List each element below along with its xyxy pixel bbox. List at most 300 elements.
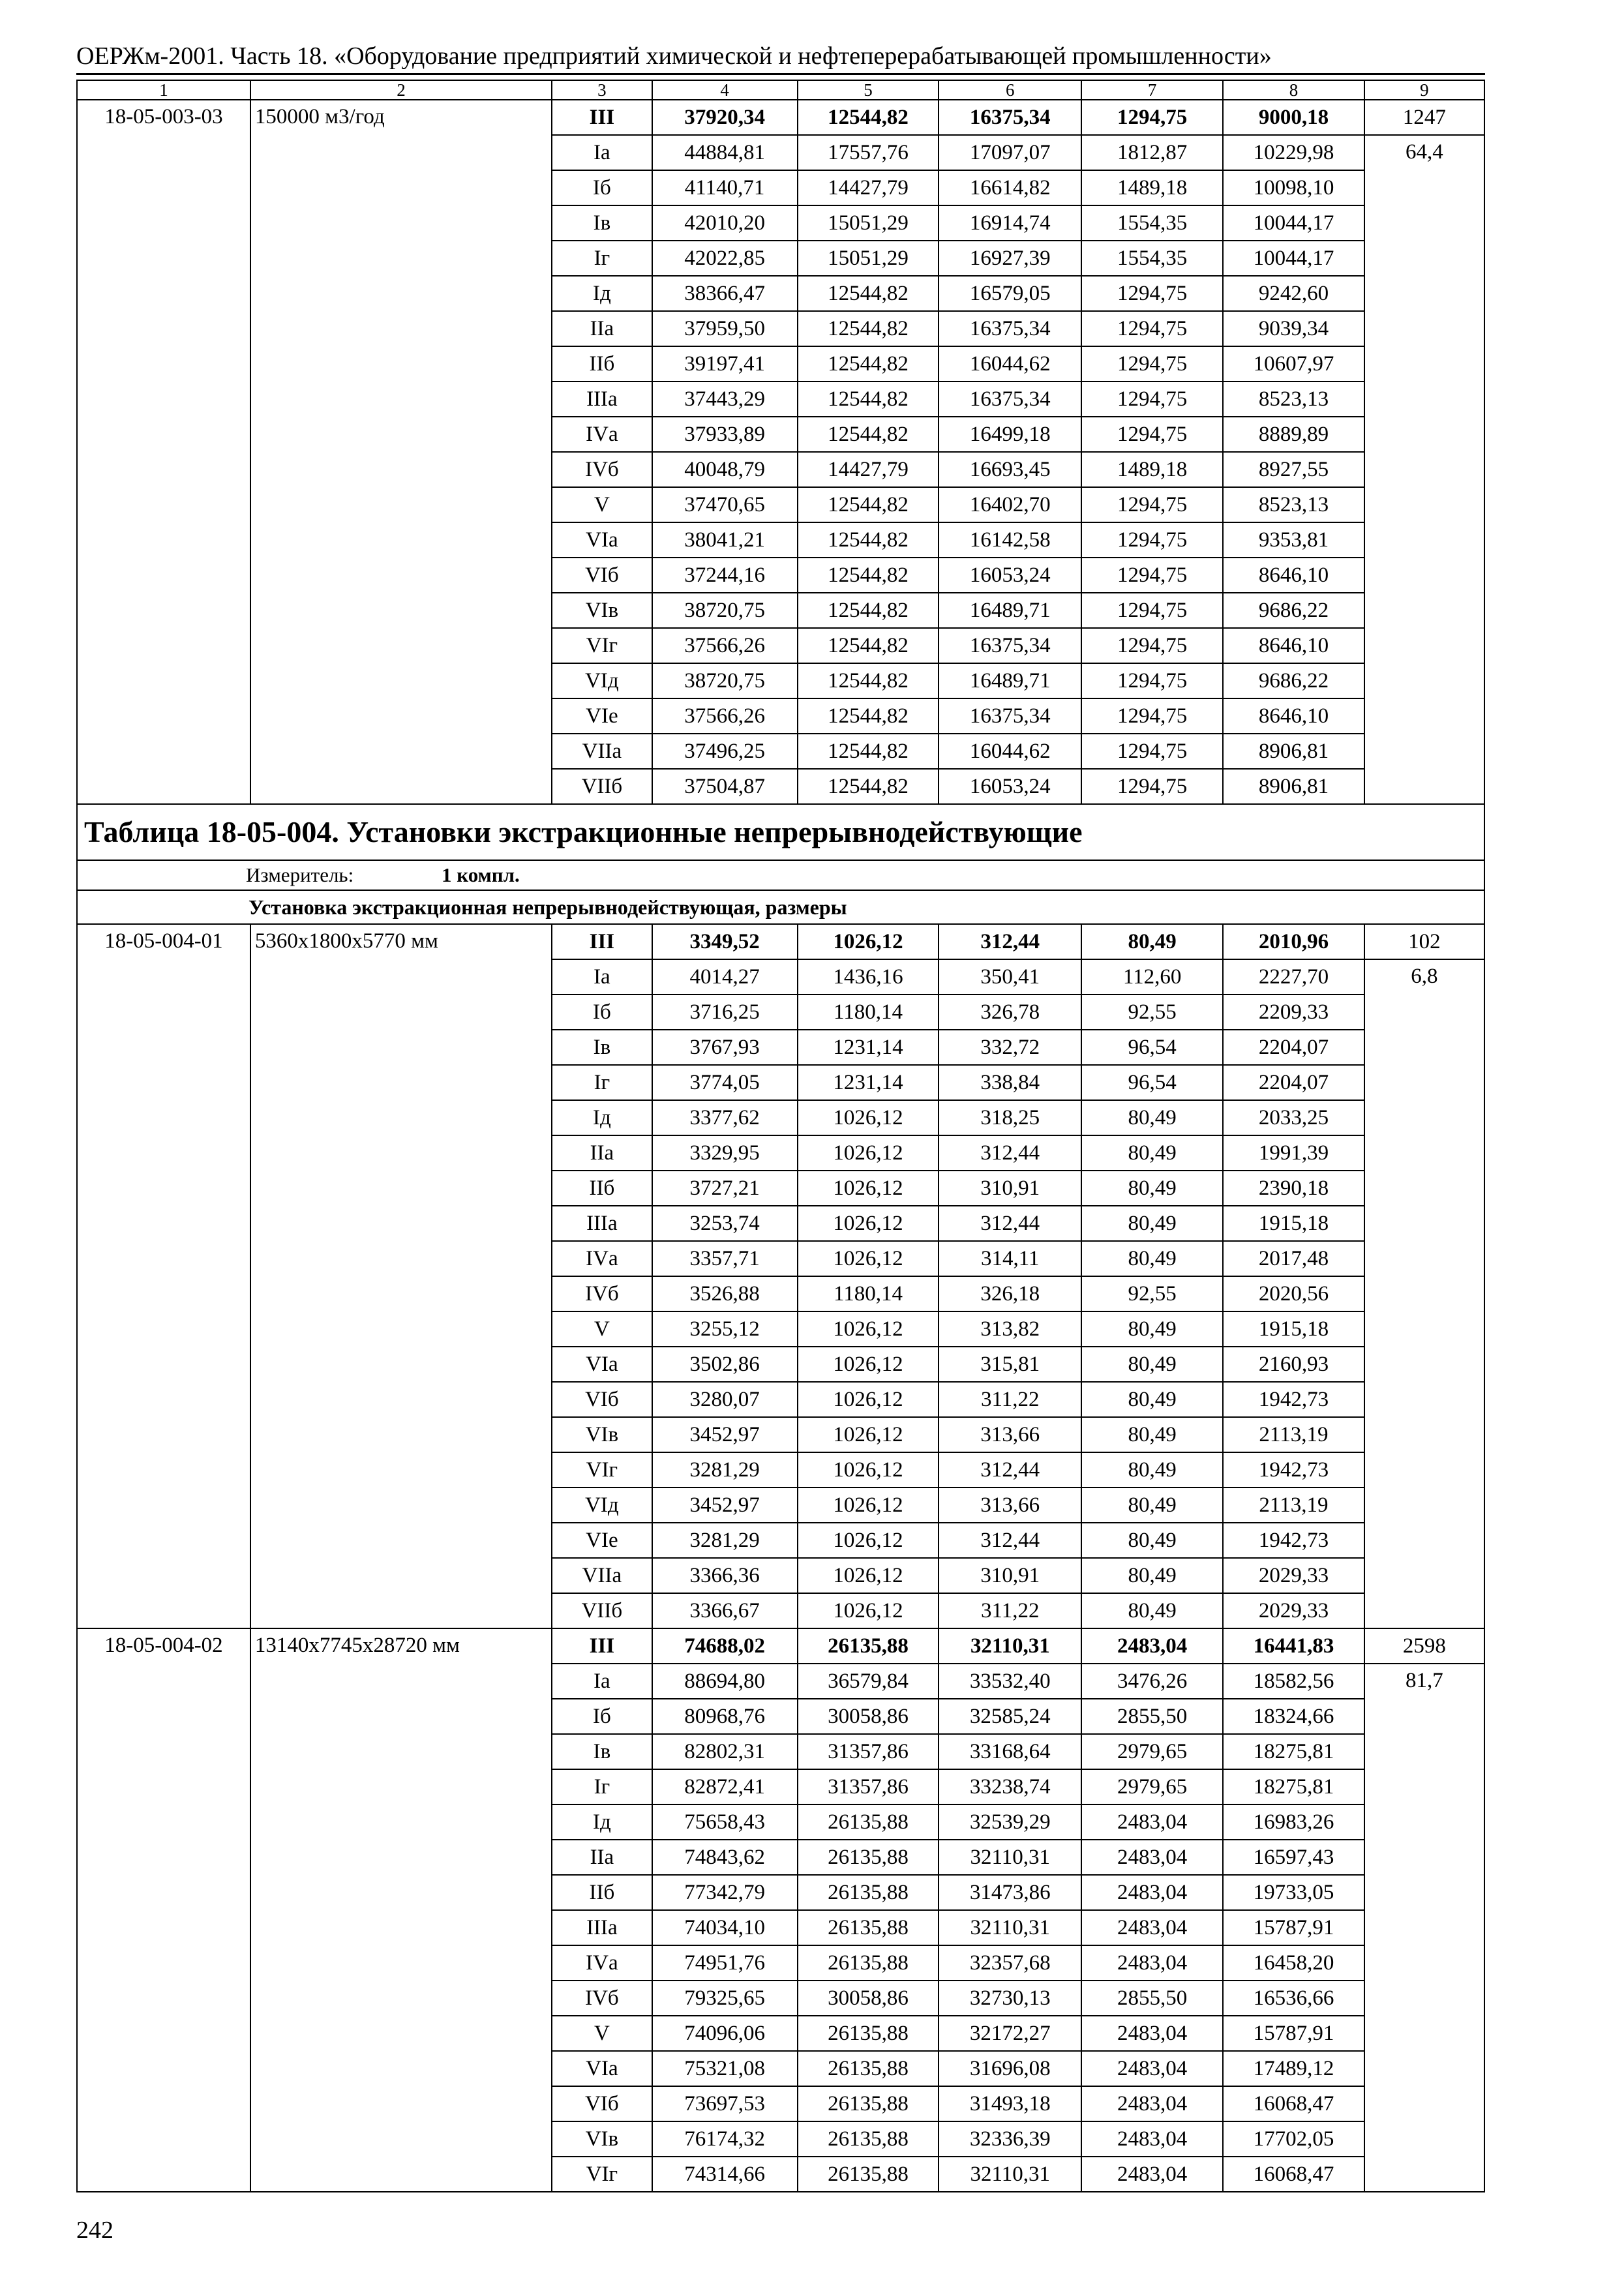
value-cell: 80,49 <box>1081 1558 1223 1593</box>
region-class: IIа <box>552 311 652 346</box>
col9-value: 2598 <box>1364 1628 1484 1664</box>
rate-description: 13140х7745х28720 мм <box>250 1628 552 2192</box>
region-class: Iв <box>552 1030 652 1065</box>
value-cell: 37566,26 <box>652 698 798 734</box>
region-class: Iг <box>552 1065 652 1100</box>
region-class: IVб <box>552 1981 652 2016</box>
region-class: Iб <box>552 170 652 205</box>
value-cell: 1915,18 <box>1223 1311 1364 1347</box>
value-cell: 38720,75 <box>652 593 798 628</box>
value-cell: 8906,81 <box>1223 734 1364 769</box>
value-cell: 2390,18 <box>1223 1171 1364 1206</box>
region-class: IVа <box>552 1945 652 1981</box>
value-cell: 37496,25 <box>652 734 798 769</box>
col9-value: 81,7 <box>1364 1664 1484 2192</box>
value-cell: 3281,29 <box>652 1452 798 1488</box>
value-cell: 2483,04 <box>1081 2121 1223 2157</box>
region-class: IIIа <box>552 382 652 417</box>
value-cell: 2033,25 <box>1223 1100 1364 1135</box>
value-cell: 80,49 <box>1081 1523 1223 1558</box>
value-cell: 38720,75 <box>652 663 798 698</box>
region-class: VIа <box>552 2051 652 2086</box>
table-row <box>77 924 1484 959</box>
value-cell: 311,22 <box>939 1382 1081 1417</box>
value-cell: 1026,12 <box>798 1347 939 1382</box>
value-cell: 1294,75 <box>1081 734 1223 769</box>
region-class: VIб <box>552 558 652 593</box>
value-cell: 8523,13 <box>1223 382 1364 417</box>
value-cell: 16597,43 <box>1223 1840 1364 1875</box>
value-cell: 1294,75 <box>1081 593 1223 628</box>
column-number-row <box>77 80 1484 100</box>
value-cell: 16068,47 <box>1223 2086 1364 2121</box>
value-cell: 1026,12 <box>798 1417 939 1452</box>
value-cell: 12544,82 <box>798 734 939 769</box>
page-header: ОЕРЖм-2001. Часть 18. «Оборудование предприятий химической и нефтеперерабатывающей промышленности» <box>76 42 1272 70</box>
value-cell: 1294,75 <box>1081 417 1223 452</box>
region-class: VIб <box>552 2086 652 2121</box>
meter-value: 1 компл. <box>442 863 520 886</box>
value-cell: 9039,34 <box>1223 311 1364 346</box>
value-cell: 37244,16 <box>652 558 798 593</box>
col9-value: 6,8 <box>1364 959 1484 1628</box>
rates-table <box>76 80 1485 2192</box>
value-cell: 16053,24 <box>939 769 1081 804</box>
value-cell: 80,49 <box>1081 1311 1223 1347</box>
region-class: Iб <box>552 1699 652 1734</box>
region-class: IVб <box>552 1276 652 1311</box>
value-cell: 3329,95 <box>652 1135 798 1171</box>
value-cell: 32336,39 <box>939 2121 1081 2157</box>
value-cell: 16375,34 <box>939 100 1081 135</box>
value-cell: 10607,97 <box>1223 346 1364 382</box>
value-cell: 2227,70 <box>1223 959 1364 995</box>
column-number: 7 <box>1081 80 1223 100</box>
value-cell: 10044,17 <box>1223 241 1364 276</box>
value-cell: 32539,29 <box>939 1804 1081 1840</box>
value-cell: 17489,12 <box>1223 2051 1364 2086</box>
value-cell: 1294,75 <box>1081 382 1223 417</box>
region-class: Iг <box>552 241 652 276</box>
region-class: Iв <box>552 205 652 241</box>
region-class: Iа <box>552 135 652 170</box>
value-cell: 16489,71 <box>939 663 1081 698</box>
value-cell: 1991,39 <box>1223 1135 1364 1171</box>
region-class: VIд <box>552 663 652 698</box>
value-cell: 19733,05 <box>1223 1875 1364 1910</box>
value-cell: 32357,68 <box>939 1945 1081 1981</box>
value-cell: 15787,91 <box>1223 1910 1364 1945</box>
value-cell: 96,54 <box>1081 1065 1223 1100</box>
value-cell: 39197,41 <box>652 346 798 382</box>
region-class: Iа <box>552 959 652 995</box>
value-cell: 2979,65 <box>1081 1734 1223 1769</box>
value-cell: 1554,35 <box>1081 241 1223 276</box>
value-cell: 2204,07 <box>1223 1065 1364 1100</box>
value-cell: 313,66 <box>939 1417 1081 1452</box>
value-cell: 1026,12 <box>798 1206 939 1241</box>
column-number: 8 <box>1223 80 1364 100</box>
value-cell: 82802,31 <box>652 1734 798 1769</box>
value-cell: 75321,08 <box>652 2051 798 2086</box>
column-number: 4 <box>652 80 798 100</box>
value-cell: 3452,97 <box>652 1488 798 1523</box>
value-cell: 1294,75 <box>1081 346 1223 382</box>
value-cell: 15051,29 <box>798 241 939 276</box>
value-cell: 3253,74 <box>652 1206 798 1241</box>
value-cell: 312,44 <box>939 1523 1081 1558</box>
value-cell: 42010,20 <box>652 205 798 241</box>
value-cell: 2855,50 <box>1081 1981 1223 2016</box>
header-rule <box>76 73 1485 75</box>
value-cell: 10098,10 <box>1223 170 1364 205</box>
value-cell: 12544,82 <box>798 769 939 804</box>
region-class: III <box>552 100 652 135</box>
region-class: Iа <box>552 1664 652 1699</box>
value-cell: 3366,36 <box>652 1558 798 1593</box>
value-cell: 16536,66 <box>1223 1981 1364 2016</box>
value-cell: 1294,75 <box>1081 663 1223 698</box>
value-cell: 1294,75 <box>1081 522 1223 558</box>
value-cell: 33532,40 <box>939 1664 1081 1699</box>
region-class: III <box>552 1628 652 1664</box>
region-class: VIв <box>552 2121 652 2157</box>
subheading: Установка экстракционная непрерывнодействующая, размеры <box>77 890 1484 924</box>
value-cell: 338,84 <box>939 1065 1081 1100</box>
region-class: VIа <box>552 1347 652 1382</box>
value-cell: 12544,82 <box>798 698 939 734</box>
value-cell: 8906,81 <box>1223 769 1364 804</box>
value-cell: 2029,33 <box>1223 1558 1364 1593</box>
value-cell: 2017,48 <box>1223 1241 1364 1276</box>
value-cell: 1026,12 <box>798 924 939 959</box>
value-cell: 2483,04 <box>1081 1945 1223 1981</box>
value-cell: 9686,22 <box>1223 593 1364 628</box>
value-cell: 1026,12 <box>798 1523 939 1558</box>
value-cell: 1026,12 <box>798 1311 939 1347</box>
region-class: V <box>552 1311 652 1347</box>
value-cell: 2483,04 <box>1081 1628 1223 1664</box>
value-cell: 1026,12 <box>798 1135 939 1171</box>
value-cell: 3349,52 <box>652 924 798 959</box>
value-cell: 80968,76 <box>652 1699 798 1734</box>
region-class: Iб <box>552 995 652 1030</box>
value-cell: 26135,88 <box>798 1804 939 1840</box>
value-cell: 3255,12 <box>652 1311 798 1347</box>
table-title: Таблица 18-05-004. Установки экстракционные непрерывнодействующие <box>77 804 1484 860</box>
column-number: 2 <box>250 80 552 100</box>
value-cell: 76174,32 <box>652 2121 798 2157</box>
value-cell: 3716,25 <box>652 995 798 1030</box>
value-cell: 41140,71 <box>652 170 798 205</box>
region-class: IVб <box>552 452 652 487</box>
value-cell: 16375,34 <box>939 382 1081 417</box>
region-class: Iд <box>552 1100 652 1135</box>
value-cell: 32110,31 <box>939 1910 1081 1945</box>
value-cell: 1294,75 <box>1081 276 1223 311</box>
region-class: Iв <box>552 1734 652 1769</box>
value-cell: 313,82 <box>939 1311 1081 1347</box>
rate-code: 18-05-004-01 <box>77 924 250 1628</box>
value-cell: 16068,47 <box>1223 2157 1364 2192</box>
value-cell: 2204,07 <box>1223 1030 1364 1065</box>
value-cell: 37959,50 <box>652 311 798 346</box>
value-cell: 32110,31 <box>939 1628 1081 1664</box>
value-cell: 1294,75 <box>1081 628 1223 663</box>
region-class: Iд <box>552 276 652 311</box>
rate-description: 5360х1800х5770 мм <box>250 924 552 1628</box>
column-number: 5 <box>798 80 939 100</box>
value-cell: 1942,73 <box>1223 1382 1364 1417</box>
value-cell: 3377,62 <box>652 1100 798 1135</box>
value-cell: 1026,12 <box>798 1558 939 1593</box>
col9-value: 102 <box>1364 924 1484 959</box>
value-cell: 16927,39 <box>939 241 1081 276</box>
region-class: VIIа <box>552 734 652 769</box>
region-class: VIб <box>552 1382 652 1417</box>
value-cell: 2029,33 <box>1223 1593 1364 1628</box>
value-cell: 1294,75 <box>1081 100 1223 135</box>
value-cell: 2979,65 <box>1081 1769 1223 1804</box>
region-class: Iд <box>552 1804 652 1840</box>
value-cell: 1436,16 <box>798 959 939 995</box>
value-cell: 16402,70 <box>939 487 1081 522</box>
value-cell: 14427,79 <box>798 170 939 205</box>
region-class: VIа <box>552 522 652 558</box>
value-cell: 74034,10 <box>652 1910 798 1945</box>
region-class: VIв <box>552 593 652 628</box>
value-cell: 80,49 <box>1081 1593 1223 1628</box>
value-cell: 30058,86 <box>798 1981 939 2016</box>
value-cell: 2855,50 <box>1081 1699 1223 1734</box>
value-cell: 12544,82 <box>798 276 939 311</box>
value-cell: 32585,24 <box>939 1699 1081 1734</box>
value-cell: 318,25 <box>939 1100 1081 1135</box>
value-cell: 33168,64 <box>939 1734 1081 1769</box>
value-cell: 2483,04 <box>1081 1840 1223 1875</box>
value-cell: 26135,88 <box>798 1628 939 1664</box>
col9-value: 1247 <box>1364 100 1484 135</box>
meter-cell <box>77 860 1484 890</box>
region-class: V <box>552 487 652 522</box>
value-cell: 3281,29 <box>652 1523 798 1558</box>
value-cell: 16142,58 <box>939 522 1081 558</box>
value-cell: 1026,12 <box>798 1488 939 1523</box>
value-cell: 1026,12 <box>798 1452 939 1488</box>
value-cell: 42022,85 <box>652 241 798 276</box>
value-cell: 1026,12 <box>798 1171 939 1206</box>
value-cell: 2209,33 <box>1223 995 1364 1030</box>
value-cell: 37504,87 <box>652 769 798 804</box>
value-cell: 3366,67 <box>652 1593 798 1628</box>
value-cell: 3452,97 <box>652 1417 798 1452</box>
value-cell: 326,18 <box>939 1276 1081 1311</box>
value-cell: 8646,10 <box>1223 698 1364 734</box>
meter-label: Измеритель: <box>246 863 354 886</box>
value-cell: 80,49 <box>1081 1417 1223 1452</box>
value-cell: 16693,45 <box>939 452 1081 487</box>
value-cell: 88694,80 <box>652 1664 798 1699</box>
value-cell: 1489,18 <box>1081 452 1223 487</box>
value-cell: 26135,88 <box>798 1945 939 1981</box>
value-cell: 37920,34 <box>652 100 798 135</box>
value-cell: 9242,60 <box>1223 276 1364 311</box>
value-cell: 1231,14 <box>798 1065 939 1100</box>
region-class: VIIб <box>552 1593 652 1628</box>
value-cell: 16458,20 <box>1223 1945 1364 1981</box>
region-class: IIб <box>552 1875 652 1910</box>
value-cell: 80,49 <box>1081 1382 1223 1417</box>
value-cell: 1294,75 <box>1081 698 1223 734</box>
value-cell: 312,44 <box>939 924 1081 959</box>
value-cell: 2483,04 <box>1081 1875 1223 1910</box>
value-cell: 32110,31 <box>939 2157 1081 2192</box>
column-number: 1 <box>77 80 250 100</box>
value-cell: 315,81 <box>939 1347 1081 1382</box>
value-cell: 2483,04 <box>1081 2016 1223 2051</box>
value-cell: 75658,43 <box>652 1804 798 1840</box>
value-cell: 112,60 <box>1081 959 1223 995</box>
value-cell: 12544,82 <box>798 382 939 417</box>
region-class: VIг <box>552 628 652 663</box>
value-cell: 12544,82 <box>798 558 939 593</box>
value-cell: 312,44 <box>939 1452 1081 1488</box>
value-cell: 12544,82 <box>798 593 939 628</box>
value-cell: 12544,82 <box>798 487 939 522</box>
column-number: 9 <box>1364 80 1484 100</box>
value-cell: 12544,82 <box>798 346 939 382</box>
value-cell: 1180,14 <box>798 995 939 1030</box>
value-cell: 15787,91 <box>1223 2016 1364 2051</box>
region-class: IVа <box>552 417 652 452</box>
value-cell: 37933,89 <box>652 417 798 452</box>
value-cell: 313,66 <box>939 1488 1081 1523</box>
page-number: 242 <box>76 2217 113 2244</box>
region-class: V <box>552 2016 652 2051</box>
value-cell: 1026,12 <box>798 1241 939 1276</box>
value-cell: 3476,26 <box>1081 1664 1223 1699</box>
table-row <box>77 1628 1484 1664</box>
value-cell: 1294,75 <box>1081 311 1223 346</box>
value-cell: 2483,04 <box>1081 2051 1223 2086</box>
region-class: IIIа <box>552 1206 652 1241</box>
region-class: III <box>552 924 652 959</box>
value-cell: 18324,66 <box>1223 1699 1364 1734</box>
value-cell: 3280,07 <box>652 1382 798 1417</box>
value-cell: 36579,84 <box>798 1664 939 1699</box>
region-class: VIд <box>552 1488 652 1523</box>
value-cell: 314,11 <box>939 1241 1081 1276</box>
table-title-row <box>77 804 1484 860</box>
value-cell: 8889,89 <box>1223 417 1364 452</box>
region-class: IIа <box>552 1840 652 1875</box>
rates-table-body <box>77 80 1484 2192</box>
value-cell: 80,49 <box>1081 1171 1223 1206</box>
value-cell: 2483,04 <box>1081 1804 1223 1840</box>
table-row <box>77 100 1484 135</box>
value-cell: 326,78 <box>939 995 1081 1030</box>
value-cell: 312,44 <box>939 1206 1081 1241</box>
value-cell: 16499,18 <box>939 417 1081 452</box>
value-cell: 37443,29 <box>652 382 798 417</box>
meter-row <box>77 860 1484 890</box>
value-cell: 310,91 <box>939 1558 1081 1593</box>
value-cell: 31493,18 <box>939 2086 1081 2121</box>
value-cell: 12544,82 <box>798 417 939 452</box>
value-cell: 17557,76 <box>798 135 939 170</box>
value-cell: 17097,07 <box>939 135 1081 170</box>
value-cell: 350,41 <box>939 959 1081 995</box>
value-cell: 16044,62 <box>939 734 1081 769</box>
value-cell: 9686,22 <box>1223 663 1364 698</box>
subheading-row <box>77 890 1484 924</box>
value-cell: 1294,75 <box>1081 487 1223 522</box>
value-cell: 92,55 <box>1081 1276 1223 1311</box>
value-cell: 2483,04 <box>1081 1910 1223 1945</box>
value-cell: 3767,93 <box>652 1030 798 1065</box>
value-cell: 32172,27 <box>939 2016 1081 2051</box>
value-cell: 77342,79 <box>652 1875 798 1910</box>
value-cell: 80,49 <box>1081 1488 1223 1523</box>
value-cell: 16489,71 <box>939 593 1081 628</box>
value-cell: 30058,86 <box>798 1699 939 1734</box>
value-cell: 80,49 <box>1081 1347 1223 1382</box>
value-cell: 1026,12 <box>798 1382 939 1417</box>
value-cell: 1942,73 <box>1223 1452 1364 1488</box>
value-cell: 16914,74 <box>939 205 1081 241</box>
value-cell: 311,22 <box>939 1593 1081 1628</box>
value-cell: 79325,65 <box>652 1981 798 2016</box>
region-class: IIб <box>552 1171 652 1206</box>
value-cell: 26135,88 <box>798 2157 939 2192</box>
value-cell: 12544,82 <box>798 628 939 663</box>
value-cell: 18275,81 <box>1223 1769 1364 1804</box>
value-cell: 14427,79 <box>798 452 939 487</box>
value-cell: 8646,10 <box>1223 628 1364 663</box>
column-number: 6 <box>939 80 1081 100</box>
region-class: IIа <box>552 1135 652 1171</box>
region-class: VIе <box>552 698 652 734</box>
value-cell: 9353,81 <box>1223 522 1364 558</box>
value-cell: 74843,62 <box>652 1840 798 1875</box>
region-class: VIв <box>552 1417 652 1452</box>
value-cell: 3727,21 <box>652 1171 798 1206</box>
value-cell: 32730,13 <box>939 1981 1081 2016</box>
region-class: VIIб <box>552 769 652 804</box>
value-cell: 2020,56 <box>1223 1276 1364 1311</box>
value-cell: 44884,81 <box>652 135 798 170</box>
value-cell: 2010,96 <box>1223 924 1364 959</box>
value-cell: 31473,86 <box>939 1875 1081 1910</box>
value-cell: 16053,24 <box>939 558 1081 593</box>
region-class: Iг <box>552 1769 652 1804</box>
value-cell: 80,49 <box>1081 1241 1223 1276</box>
value-cell: 8646,10 <box>1223 558 1364 593</box>
value-cell: 16375,34 <box>939 311 1081 346</box>
region-class: IVа <box>552 1241 652 1276</box>
value-cell: 40048,79 <box>652 452 798 487</box>
region-class: VIг <box>552 2157 652 2192</box>
rate-code: 18-05-004-02 <box>77 1628 250 2192</box>
value-cell: 80,49 <box>1081 1135 1223 1171</box>
value-cell: 37566,26 <box>652 628 798 663</box>
value-cell: 33238,74 <box>939 1769 1081 1804</box>
value-cell: 1554,35 <box>1081 205 1223 241</box>
value-cell: 80,49 <box>1081 1452 1223 1488</box>
value-cell: 332,72 <box>939 1030 1081 1065</box>
value-cell: 26135,88 <box>798 1840 939 1875</box>
value-cell: 80,49 <box>1081 1100 1223 1135</box>
